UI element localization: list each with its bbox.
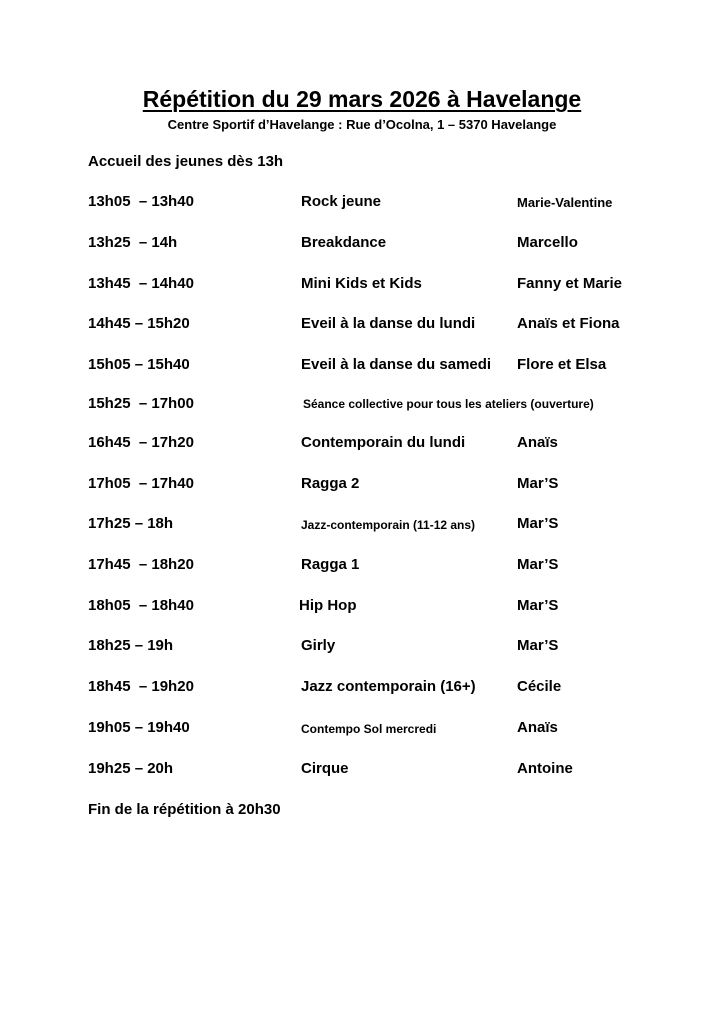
activity-name: Ragga 2	[301, 475, 360, 492]
time-slot: 18h45 – 19h20	[88, 678, 194, 695]
schedule-row	[0, 597, 724, 619]
activity-name: Hip Hop	[299, 597, 357, 614]
time-slot: 18h25 – 19h	[88, 637, 174, 654]
time-slot: 13h45 – 14h40	[88, 275, 194, 292]
teacher-name: Marie-Valentine	[517, 195, 613, 210]
activity-name: Jazz contemporain (16+)	[301, 678, 476, 695]
closing-note: Fin de la répétition à 20h30	[88, 801, 281, 818]
activity-name: Rock jeune	[301, 193, 382, 210]
activity-name: Eveil à la danse du samedi	[301, 356, 492, 373]
time-slot: 16h45 – 17h20	[88, 434, 194, 451]
schedule-row	[0, 234, 724, 256]
time-slot: 17h25 – 18h	[88, 515, 174, 532]
teacher-name: Anaïs	[517, 434, 558, 451]
teacher-name: Mar’S	[517, 475, 559, 492]
schedule-row	[0, 193, 724, 215]
teacher-name: Mar’S	[517, 597, 559, 614]
teacher-name: Flore et Elsa	[517, 356, 607, 373]
schedule-row	[0, 637, 724, 659]
schedule-row	[0, 678, 724, 700]
teacher-name: Antoine	[517, 760, 573, 777]
activity-name: Breakdance	[301, 234, 387, 251]
activity-name: Girly	[301, 637, 336, 654]
schedule-row	[0, 315, 724, 337]
schedule-row	[0, 556, 724, 578]
schedule-row	[0, 356, 724, 378]
schedule-row	[0, 515, 724, 537]
time-slot: 13h25 – 14h	[88, 234, 178, 251]
schedule-row	[0, 475, 724, 497]
activity-name: Jazz-contemporain (11-12 ans)	[301, 518, 476, 532]
schedule-row	[0, 395, 724, 417]
teacher-name: Mar’S	[517, 556, 559, 573]
time-slot: 19h25 – 20h	[88, 760, 174, 777]
time-slot: 14h45 – 15h20	[88, 315, 190, 332]
schedule-row	[0, 434, 724, 456]
teacher-name: Mar’S	[517, 637, 559, 654]
time-slot: 13h05 – 13h40	[88, 193, 194, 210]
time-slot: 15h05 – 15h40	[88, 356, 190, 373]
time-slot: 15h25 – 17h00	[88, 395, 194, 412]
activity-name: Contemporain du lundi	[301, 434, 466, 451]
teacher-name: Marcello	[517, 234, 578, 251]
teacher-name: Anaïs et Fiona	[517, 315, 620, 332]
arrival-note: Accueil des jeunes dès 13h	[88, 153, 284, 170]
teacher-name: Fanny et Marie	[517, 275, 623, 292]
venue-address: Centre Sportif d’Havelange : Rue d’Ocolna, 1 – 5370 Havelange	[167, 117, 557, 132]
schedule-row	[0, 275, 724, 297]
activity-name: Cirque	[301, 760, 349, 777]
activity-name: Contempo Sol mercredi	[301, 722, 437, 736]
schedule-row	[0, 719, 724, 741]
activity-name: Eveil à la danse du lundi	[301, 315, 476, 332]
teacher-name: Anaïs	[517, 719, 558, 736]
activity-name: Séance collective pour tous les ateliers (ouverture)	[303, 397, 594, 411]
time-slot: 17h05 – 17h40	[88, 475, 194, 492]
time-slot: 18h05 – 18h40	[88, 597, 194, 614]
activity-name: Mini Kids et Kids	[301, 275, 422, 292]
schedule-row	[0, 760, 724, 782]
activity-name: Ragga 1	[301, 556, 360, 573]
time-slot: 19h05 – 19h40	[88, 719, 190, 736]
time-slot: 17h45 – 18h20	[88, 556, 194, 573]
teacher-name: Cécile	[517, 678, 562, 695]
teacher-name: Mar’S	[517, 515, 559, 532]
page-title: Répétition du 29 mars 2026 à Havelange	[142, 86, 582, 112]
